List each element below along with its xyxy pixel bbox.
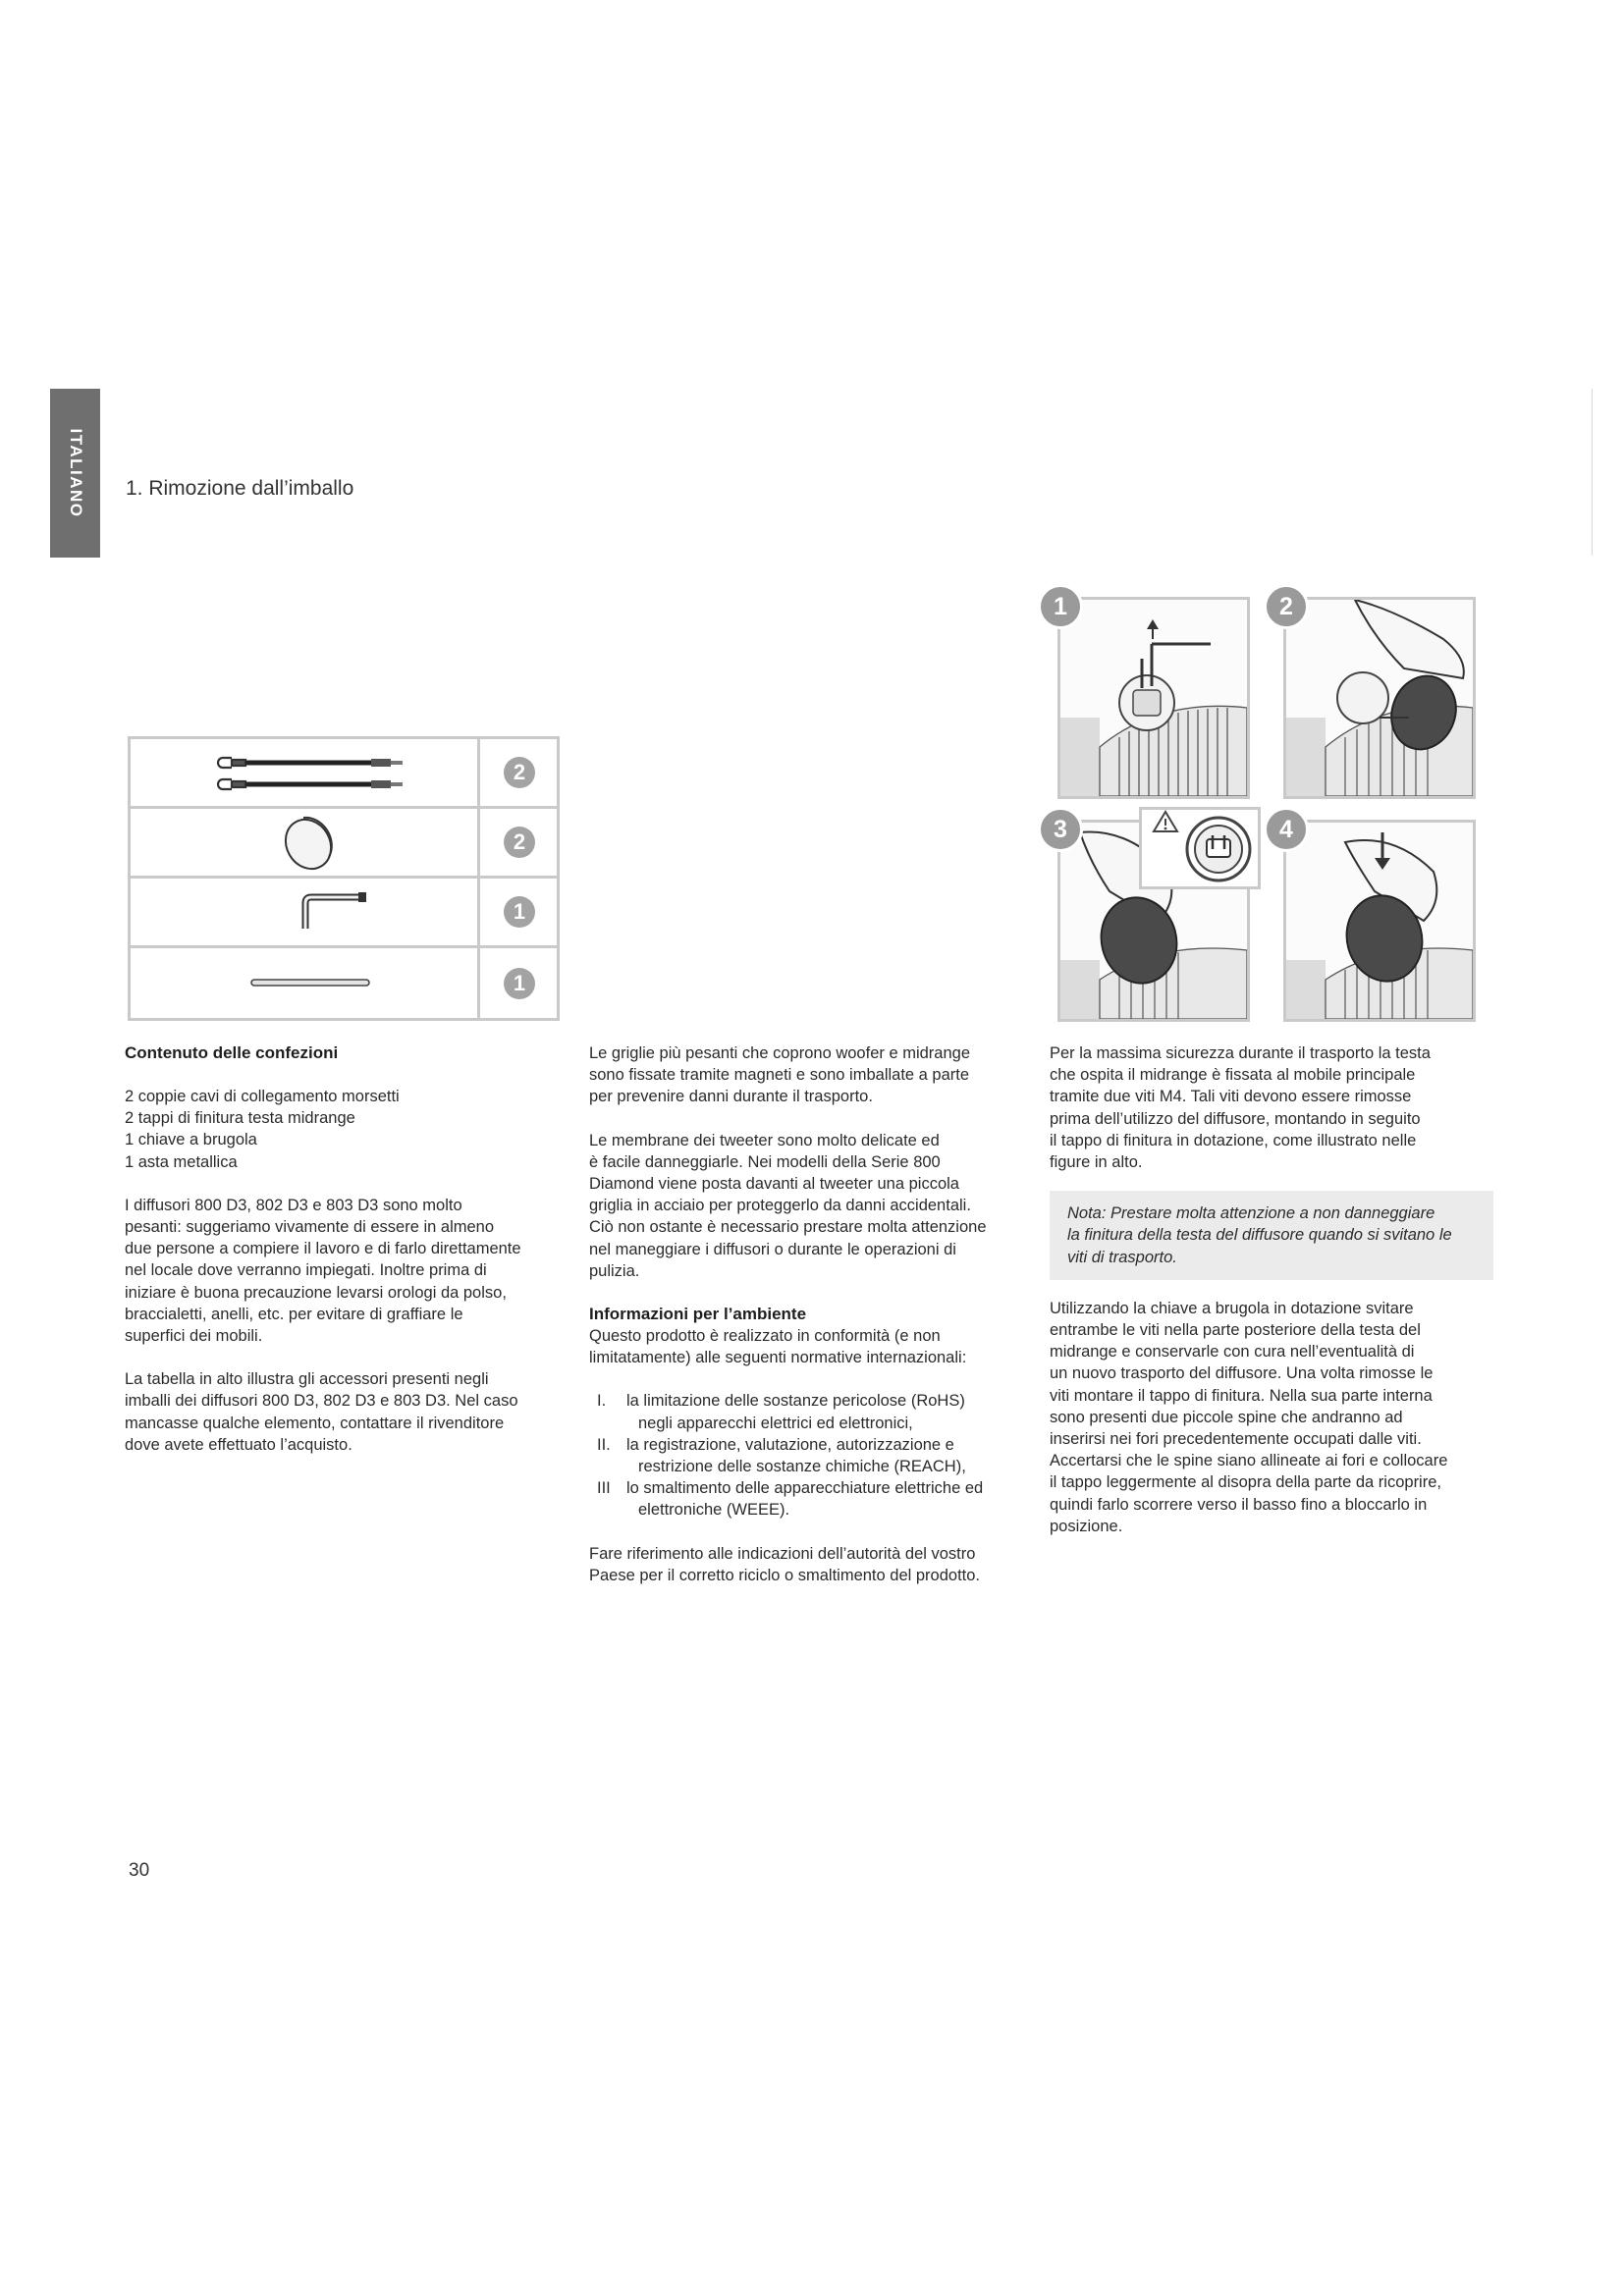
- cable-pair-icon: [131, 739, 480, 806]
- text-line: la registrazione, valutazione, autorizzazione e: [626, 1435, 954, 1454]
- contents-list-item: 2 coppie cavi di collegamento morsetti: [125, 1088, 400, 1105]
- section-title: 1. Rimozione dall’imballo: [126, 477, 354, 500]
- text-line: Paese per il corretto riciclo o smaltimento del prodotto.: [589, 1566, 981, 1584]
- text-line: Accertarsi che le spine siano allineate ai fori e collocare: [1050, 1452, 1448, 1470]
- text-line: pulizia.: [589, 1261, 640, 1280]
- text-line: viti di trasporto.: [1067, 1248, 1177, 1266]
- metal-rod-icon: [131, 948, 480, 1018]
- text-line: Fare riferimento alle indicazioni dell’autorità del vostro: [589, 1544, 976, 1563]
- language-tab-label: ITALIANO: [66, 428, 85, 518]
- text-line: imballi dei diffusori 800 D3, 802 D3 e 803 D3. Nel caso: [125, 1392, 518, 1411]
- text-column-2: [589, 1042, 1021, 1586]
- text-line: pesanti: suggeriamo vivamente di essere in almeno: [125, 1218, 495, 1237]
- contents-list-item: 1 asta metallica: [125, 1152, 238, 1171]
- contents-heading: Contenuto delle confezioni: [125, 1043, 339, 1062]
- accessory-row: [131, 739, 557, 809]
- accessory-quantity: 2: [504, 827, 535, 858]
- remove-screws-illustration: [1057, 597, 1250, 799]
- text-line: La tabella in alto illustra gli accessori presenti negli: [125, 1370, 489, 1389]
- contents-list-item: 2 tappi di finitura testa midrange: [125, 1109, 355, 1128]
- screw-detail-inset: [1139, 807, 1261, 889]
- table-explanation-paragraph: [125, 1368, 557, 1456]
- note-box: [1050, 1191, 1493, 1280]
- accessory-row: [131, 809, 557, 879]
- step-number-badge: 4: [1264, 807, 1309, 852]
- text-line: il tappo leggermente al disopra della parte da ricoprire,: [1050, 1473, 1441, 1492]
- text-line: entrambe le viti nella parte posteriore della testa del: [1050, 1321, 1421, 1340]
- step-number-badge: 3: [1038, 807, 1083, 852]
- text-line: griglia in acciaio per proteggerlo da danni accidentali.: [589, 1197, 971, 1215]
- text-line: viti montare il tappo di finitura. Nella sua parte interna: [1050, 1386, 1433, 1405]
- text-line: iniziare è buona precauzione levarsi orologi da polso,: [125, 1283, 507, 1302]
- page-number: 30: [129, 1860, 150, 1881]
- text-line: negli apparecchi elettrici ed elettronici,: [638, 1414, 913, 1432]
- list-item: [597, 1434, 1021, 1477]
- transport-screws-paragraph: [1050, 1042, 1482, 1173]
- contents-list-item: 1 chiave a brugola: [125, 1131, 257, 1149]
- text-line: Ciò non ostante è necessario prestare molta attenzione: [589, 1218, 987, 1237]
- text-line: posizione.: [1050, 1517, 1123, 1535]
- text-line: nel locale dove verranno impiegati. Inoltre prima di: [125, 1261, 487, 1280]
- text-line: nel maneggiare i diffusori o durante le operazioni di: [589, 1240, 956, 1258]
- text-line: quindi farlo scorrere verso il basso fino a bloccarlo in: [1050, 1495, 1428, 1514]
- language-tab: [50, 389, 100, 558]
- grilles-paragraph: [589, 1042, 1021, 1108]
- text-line: I diffusori 800 D3, 802 D3 e 803 D3 sono molto: [125, 1196, 462, 1214]
- tweeter-paragraph: [589, 1130, 1021, 1282]
- text-line: figure in alto.: [1050, 1153, 1143, 1172]
- text-line: braccialetti, anelli, etc. per evitare di graffiare le: [125, 1305, 463, 1323]
- text-line: Utilizzando la chiave a brugola in dotazione svitare: [1050, 1299, 1414, 1317]
- list-item-number: III: [597, 1479, 611, 1498]
- list-item-number: I.: [597, 1392, 607, 1411]
- text-line: Questo prodotto è realizzato in conformità (e non: [589, 1327, 941, 1346]
- cap-fitting-paragraph: [1050, 1298, 1482, 1537]
- accessories-table: [128, 736, 560, 1021]
- text-line: inserirsi nei fori precedentemente occupati dalle viti.: [1050, 1430, 1422, 1449]
- text-line: Per la massima sicurezza durante il trasporto la testa: [1050, 1044, 1431, 1062]
- text-line: è facile danneggiarle. Nei modelli della Serie 800: [589, 1152, 941, 1171]
- text-line: un nuovo trasporto del diffusore. Una volta rimosse le: [1050, 1364, 1434, 1383]
- list-item-number: II.: [597, 1435, 611, 1454]
- text-line: sono presenti due piccole spine che andranno ad: [1050, 1408, 1403, 1426]
- accessory-row: [131, 879, 557, 948]
- step-number-badge: 2: [1264, 584, 1309, 629]
- text-line: che ospita il midrange è fissata al mobile principale: [1050, 1066, 1416, 1085]
- list-item: [597, 1477, 1021, 1521]
- text-line: dove avete effettuato l’acquisto.: [125, 1435, 352, 1454]
- text-line: Le griglie più pesanti che coprono woofer e midrange: [589, 1044, 970, 1062]
- text-line: midrange e conservarle con cura nell’eventualità di: [1050, 1343, 1415, 1362]
- remove-cap-illustration: [1283, 597, 1476, 799]
- text-line: la limitazione delle sostanze pericolose (RoHS): [626, 1392, 965, 1411]
- text-line: restrizione delle sostanze chimiche (REACH),: [638, 1458, 966, 1476]
- text-line: Le membrane dei tweeter sono molto delicate ed: [589, 1131, 940, 1149]
- list-item: [597, 1390, 1021, 1433]
- text-line: lo smaltimento delle apparecchiature elettriche ed: [626, 1479, 984, 1498]
- text-line: due persone a compiere il lavoro e di farlo direttamente: [125, 1240, 521, 1258]
- text-line: tramite due viti M4. Tali viti devono essere rimosse: [1050, 1088, 1412, 1106]
- page-edge-rule: [1592, 389, 1593, 556]
- text-column-1: [125, 1042, 557, 1456]
- text-column-3: [1050, 1042, 1482, 1537]
- accessory-quantity: 1: [504, 896, 535, 928]
- text-line: il tappo di finitura in dotazione, come illustrato nelle: [1050, 1131, 1417, 1149]
- finishing-cap-icon: [131, 809, 480, 876]
- text-line: superfici dei mobili.: [125, 1327, 263, 1346]
- text-line: Diamond viene posta davanti al tweeter una piccola: [589, 1175, 959, 1194]
- text-line: sono fissate tramite magneti e sono imballate a parte: [589, 1066, 970, 1085]
- text-line: limitatamente) alle seguenti normative internazionali:: [589, 1349, 967, 1367]
- text-line: per prevenire danni durante il trasporto.: [589, 1088, 873, 1106]
- step-number-badge: 1: [1038, 584, 1083, 629]
- text-line: Nota: Prestare molta attenzione a non danneggiare: [1067, 1204, 1435, 1223]
- slide-cap-illustration: [1283, 820, 1476, 1022]
- regulations-list: [589, 1390, 1021, 1521]
- text-line: la finitura della testa del diffusore quando si svitano le: [1067, 1226, 1452, 1245]
- accessory-row: [131, 948, 557, 1018]
- text-line: elettroniche (WEEE).: [638, 1501, 790, 1520]
- text-line: prima dell’utilizzo del diffusore, montando in seguito: [1050, 1109, 1421, 1128]
- environment-heading: Informazioni per l’ambiente: [589, 1305, 807, 1324]
- hex-key-icon: [131, 879, 480, 945]
- accessory-quantity: 1: [504, 968, 535, 999]
- weight-warning-paragraph: [125, 1195, 557, 1347]
- accessory-quantity: 2: [504, 757, 535, 788]
- text-line: mancasse qualche elemento, contattare il rivenditore: [125, 1414, 505, 1432]
